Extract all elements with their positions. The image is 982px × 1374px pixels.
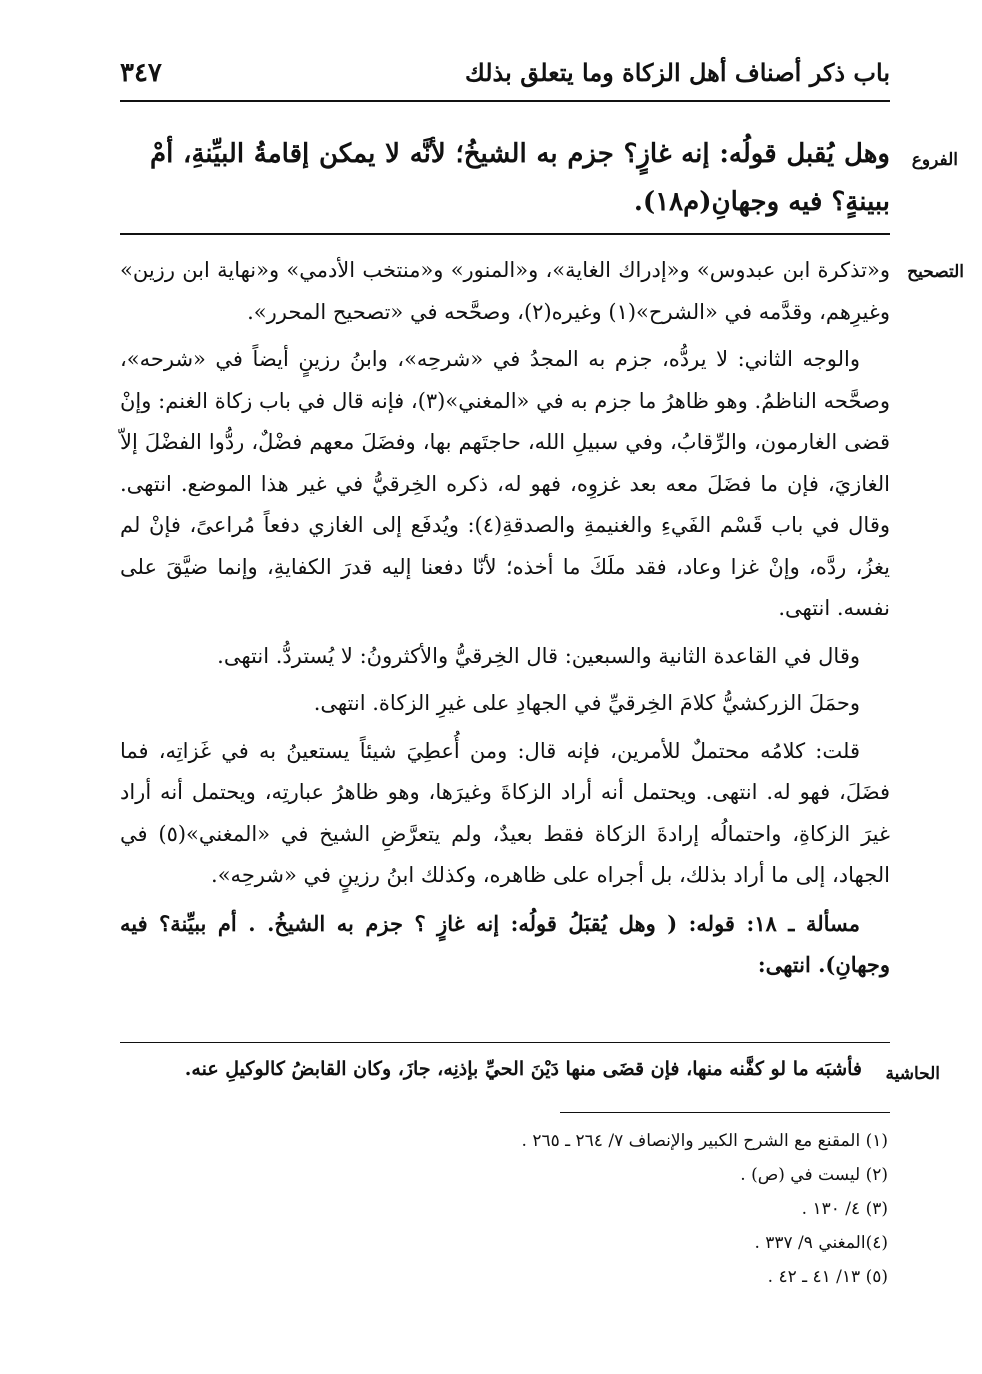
- mas-ala-paragraph: مسألة ـ ١٨: قوله: ( وهل يُقبَلُ قولُه: إنه غازٍ ؟ جزم به الشيخُ. . أم ببيِّنة؟ فيه وجهانِ). انتهى:: [120, 910, 890, 977]
- footnote: (٢) ليست في (ص) .: [740, 1165, 888, 1185]
- tashih-paragraph: قلت: كلامُه محتملٌ للأمرين، فإنه قال: ومن أُعطِيَ شيئاً يستعينُ به في غَزاتِه، فما فضَلَ، فهو له. انتهى. ويحتمل أنه أراد الزكاةَ وغيرَها، وهو ظاهرُ عبارتِه، ويحتمل أنه أراد غيرَ الزكاةِ، واحتمالُه إرادةَ الزكاة فقط بعيدٌ، ولم يتعرَّضِ الشيخ في «المغني»(٥) في الجهاد، إلى ما أراد بذلك، بل أجراه على ظاهره، وكذلك ابنُ رزينٍ في «شرحِه».: [120, 738, 890, 887]
- tashih-paragraph: و«تذكرة ابن عبدوس» و«إدراك الغاية»، و«المنور» و«منتخب الأدمي» و«نهاية ابن رزين» وغيرِهم، وقدَّمه في «الشرح»(١) وغيره(٢)، وصحَّحه في «تصحيح المحرر».: [120, 258, 890, 324]
- header-rule: [120, 100, 890, 102]
- furu-label: الفروع: [911, 150, 958, 170]
- hashiya-label: الحاشية: [885, 1064, 940, 1084]
- furu-text: وهل يُقبل قولُه: إنه غازٍ؟ جزم به الشيخُ؛ لأنَّه لا يمكن إقامةُ البيِّنةِ، أمْ ببينةٍ؟ فيه وجهانِ(م١٨).: [150, 139, 890, 217]
- footnote: (٥) ١٣/ ٤١ ـ ٤٢ .: [767, 1267, 888, 1287]
- hashiya-rule: [120, 1042, 890, 1043]
- footnote: (٤)المغني ٩/ ٣٣٧ .: [754, 1233, 888, 1253]
- hashiya-text: فأشبَه ما لو كفَّنه منها، فإن قضَى منها دَيْنَ الحيِّ بإذنِه، جازَ، وكان القابضُ كالوكيلِ عنه.: [184, 1058, 862, 1080]
- tashih-paragraph: وحمَلَ الزركشيُّ كلامَ الخِرقيِّ في الجهادِ على غيرِ الزكاة. انتهى.: [313, 691, 860, 715]
- footnotes: [300, 1124, 888, 1294]
- tashih-label: التصحيح: [907, 262, 964, 282]
- footnote: (١) المقنع مع الشرح الكبير والإنصاف ٧/ ٢٦٤ ـ ٢٦٥ .: [521, 1131, 888, 1151]
- tashih-paragraph: وقال في القاعدة الثانية والسبعين: قال الخِرقيُّ والأكثرونُ: لا يُستردُّ. انتهى.: [217, 643, 860, 668]
- footnote: (٣) ٤/ ١٣٠ .: [801, 1199, 888, 1219]
- running-title: باب ذكر أصناف أهل الزكاة وما يتعلق بذلك: [465, 58, 890, 87]
- footnote-rule: [560, 1112, 890, 1113]
- tashih-body: [120, 250, 890, 986]
- page-number: ٣٤٧: [120, 58, 162, 88]
- running-header: [120, 58, 890, 98]
- section-rule: [120, 233, 890, 235]
- tashih-paragraph: والوجه الثاني: لا يردُّه، جزم به المجدُ في «شرحِه»، وابنُ رزينٍ أيضاً في «شرحه»، وصحَّحه الناظمُ. وهو ظاهرُ ما جزم به في «المغني»(٣)، فإنه قال في باب زكاة الغنم: وإنْ قضى الغارمون، والرِّقابُ، وفي سبيلِ الله، حاجتَهم بها، وفضَلَ معهم فضْلٌ، ردُّوا الفضْلَ إلاّ الغازيَ، فإن ما فضَلَ معه بعد غزوِه، فهو له، ذكره الخِرقيُّ في غير هذا الموضع. انتهى. وقال في باب قَسْم الفَيءِ والغنيمةِ والصدقةِ(٤): ويُدفَع إلى الغازي دفعاً مُراعىً، فإنْ لم يغزُ، ردَّه، وإنْ غزا وعاد، فقد ملَكَ ما أخذه؛ لأنّا دفعنا إليه قدرَ الكفايةِ، وإنما ضيَّقَ على نفسه. انتهى.: [120, 347, 890, 620]
